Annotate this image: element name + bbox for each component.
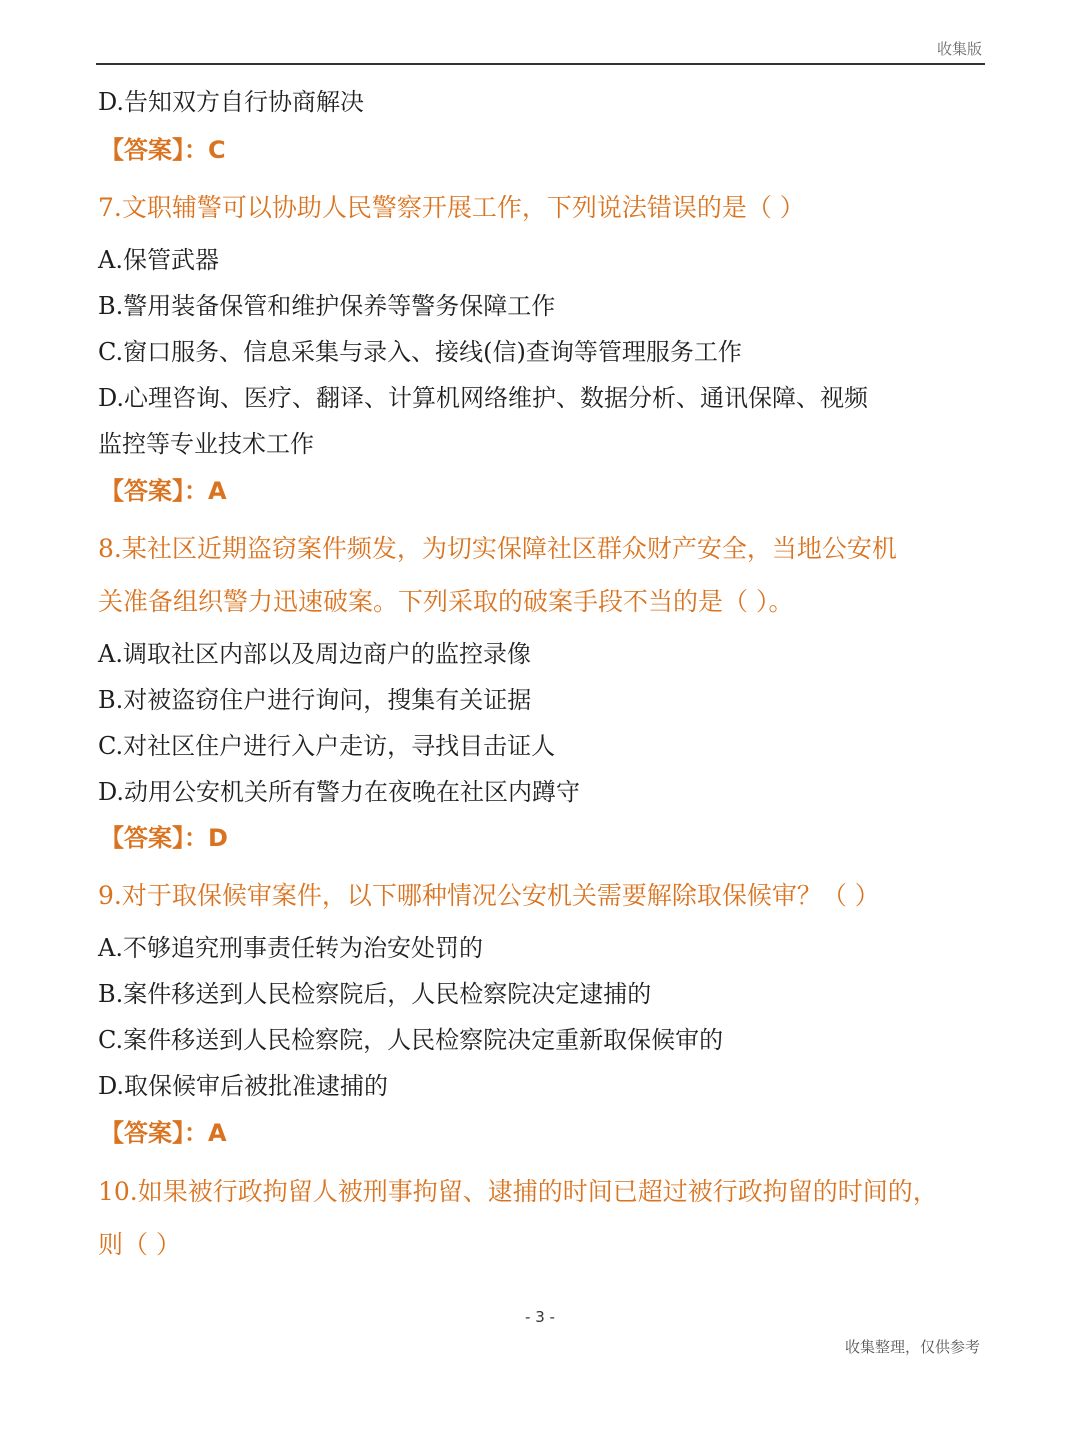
q9-answer: 【答案】：A [100, 1119, 227, 1147]
q9-stem: 9.对于取保候审案件，以下哪种情况公安机关需要解除取保候审？（ ） [98, 881, 880, 910]
q8-stem-line2: 关准备组织警力迅速破案。下列采取的破案手段不当的是（ ）。 [98, 587, 794, 616]
q7-option-b: B.警用装备保管和维护保养等警务保障工作 [98, 292, 556, 320]
q7-option-d-line1: D.心理咨询、医疗、翻译、计算机网络维护、数据分析、通讯保障、视频 [98, 384, 869, 412]
q9-option-a: A.不够追究刑事责任转为治安处罚的 [98, 934, 483, 962]
q10-stem-line2: 则（ ） [98, 1230, 181, 1259]
q10-stem-line1: 10.如果被行政拘留人被刑事拘留、逮捕的时间已超过被行政拘留的时间的， [98, 1177, 938, 1206]
q8-option-a: A.调取社区内部以及周边商户的监控录像 [98, 640, 531, 668]
q6-answer: 【答案】：C [100, 136, 226, 164]
footer-note: 收集整理，仅供参考 [844, 1338, 980, 1356]
page-number: - 3 - [525, 1308, 555, 1326]
header-divider [96, 63, 985, 65]
q7-option-c: C.窗口服务、信息采集与录入、接线(信)查询等管理服务工作 [98, 338, 742, 366]
header-label: 收集版 [936, 40, 982, 58]
q7-option-a: A.保管武器 [98, 246, 219, 274]
q9-option-d: D.取保候审后被批准逮捕的 [98, 1072, 389, 1100]
q8-option-b: B.对被盗窃住户进行询问，搜集有关证据 [98, 686, 532, 714]
q9-option-b: B.案件移送到人民检察院后，人民检察院决定逮捕的 [98, 980, 652, 1008]
q7-answer: 【答案】：A [100, 477, 227, 505]
q8-answer: 【答案】：D [100, 824, 228, 852]
q8-option-d: D.动用公安机关所有警力在夜晚在社区内蹲守 [98, 778, 581, 806]
q7-stem: 7.文职辅警可以协助人民警察开展工作，下列说法错误的是（ ） [98, 193, 805, 222]
q8-option-c: C.对社区住户进行入户走访，寻找目击证人 [98, 732, 556, 760]
q8-stem-line1: 8.某社区近期盗窃案件频发，为切实保障社区群众财产安全，当地公安机 [98, 534, 897, 563]
q9-option-c: C.案件移送到人民检察院，人民检察院决定重新取保候审的 [98, 1026, 724, 1054]
q6-option-d: D.告知双方自行协商解决 [98, 88, 365, 116]
q7-option-d-line2: 监控等专业技术工作 [98, 430, 314, 458]
